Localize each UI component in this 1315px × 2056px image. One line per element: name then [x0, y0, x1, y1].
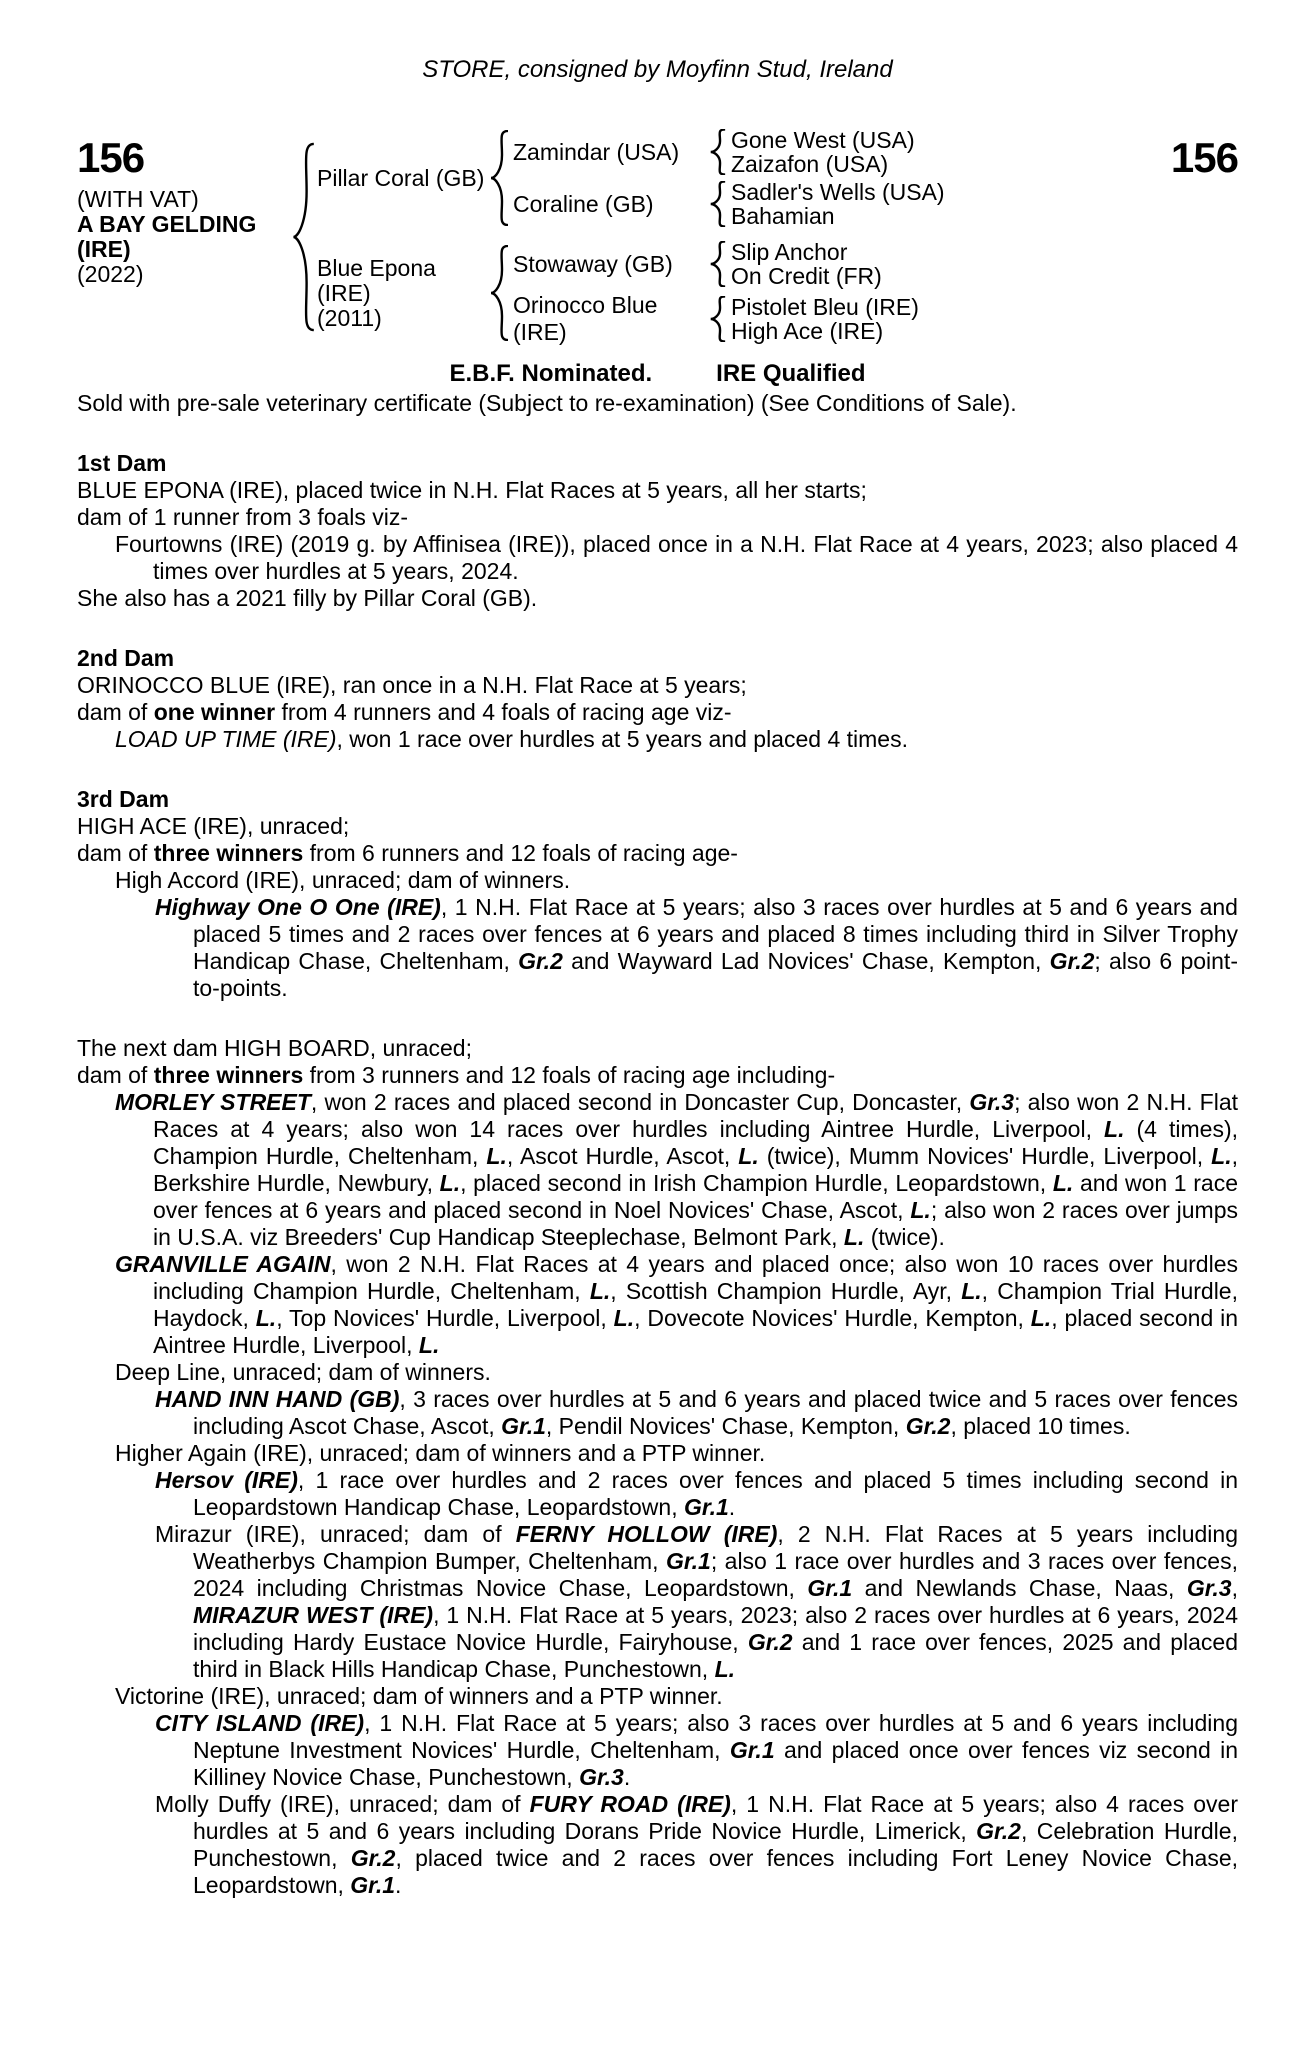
dam-sire-name: Stowaway (GB) — [513, 250, 673, 277]
dam-section — [77, 786, 1238, 1002]
catalogue-paragraph — [77, 813, 1238, 840]
text-run: L. — [843, 1224, 865, 1250]
text-run: L. — [486, 1143, 507, 1169]
text-run: Gr.2 — [518, 948, 563, 974]
text-run: Higher Again (IRE), unraced; dam of winners and a PTP winner. — [115, 1440, 766, 1466]
brace-icon — [709, 296, 726, 342]
dam-name — [317, 256, 489, 331]
text-run: ; also won 2 N.H. Flat Races at 4 years; also won 14 races over hurdles including Aintree Hurdle, Liverpool, — [153, 1089, 1239, 1142]
text-run: MORLEY STREET — [115, 1089, 311, 1115]
text-run: . — [728, 1494, 736, 1520]
catalogue-paragraph — [77, 1683, 1238, 1710]
catalogue-paragraph — [77, 726, 1238, 753]
sire-dam-name: Coraline (GB) — [513, 190, 654, 217]
catalogue-paragraph — [77, 585, 1238, 612]
text-run: Gr.1 — [350, 1872, 396, 1898]
text-run: , 1 race over hurdles and 2 races over fences and placed 5 times including second in Leopardstown Handicap Chase, Leopardstown, — [193, 1467, 1238, 1520]
dam-section — [77, 1035, 1238, 1899]
text-run: , won 1 race over hurdles at 5 years and placed 4 times. — [336, 726, 908, 752]
text-run: MIRAZUR WEST (IRE) — [193, 1602, 434, 1628]
sire-sire-name: Zamindar (USA) — [513, 138, 680, 165]
dam-year: (2011) — [317, 304, 382, 331]
catalogue-paragraph — [77, 1791, 1238, 1899]
pedigree-subject — [77, 187, 291, 287]
catalogue-paragraph — [77, 699, 1238, 726]
catalogue-paragraph — [77, 531, 1238, 585]
ancestor-name: Sadler's Wells (USA) — [731, 179, 945, 205]
text-run: L. — [1104, 1116, 1125, 1142]
catalogue-paragraph — [77, 1251, 1238, 1359]
text-run: (twice), Mumm Novices' Hurdle, Liverpool, — [758, 1143, 1212, 1169]
pedigree-tree — [77, 128, 1238, 346]
ancestor-name: Slip Anchor — [731, 239, 848, 265]
text-run: . — [395, 1872, 402, 1898]
text-run: and placed once over fences viz second in Killiney Novice Chase, Punchestown, — [193, 1737, 1238, 1790]
text-run: Gr.2 — [747, 1629, 793, 1655]
text-run: BLUE EPONA (IRE), placed twice in N.H. Flat Races at 5 years, all her starts; — [77, 477, 867, 503]
text-run: , Dovecote Novices' Hurdle, Kempton, — [634, 1305, 1031, 1331]
text-run: Mirazur (IRE), unraced; dam of — [155, 1521, 516, 1547]
text-run: , 1 N.H. Flat Race at 5 years; also 3 races over hurdles at 5 and 6 years and placed 5 times and 2 races over fences at 6 years and placed 8 times including third in Silver Trophy Handicap Chase, Cheltenham, — [193, 894, 1238, 974]
sire-branch — [317, 128, 1238, 228]
text-run: Molly Duffy (IRE), unraced; dam of — [155, 1791, 530, 1817]
text-run: She also has a 2021 filly by Pillar Coral (GB). — [77, 585, 538, 611]
lot-number-left: 156 — [77, 134, 145, 181]
text-run: ; also 6 point-to-points. — [193, 948, 1238, 1001]
text-run: Gr.2 — [1049, 948, 1095, 974]
text-run: , placed second in Aintree Hurdle, Liverpool, — [153, 1305, 1239, 1358]
subject-year: (2022) — [77, 261, 144, 287]
nomination-line — [77, 360, 1238, 388]
text-run: Gr.1 — [666, 1548, 711, 1574]
text-run: , placed second in Irish Champion Hurdle, Leopardstown, — [460, 1170, 1053, 1196]
text-run: Highway One O One (IRE) — [155, 894, 441, 920]
sire-name — [317, 166, 489, 191]
catalogue-paragraph — [77, 1440, 1238, 1467]
text-run: one winner — [153, 699, 276, 725]
text-run: (4 times), Champion Hurdle, Cheltenham, — [153, 1116, 1238, 1169]
catalogue-paragraph — [77, 1467, 1238, 1521]
catalogue-paragraph — [77, 1386, 1238, 1440]
text-run: , 1 N.H. Flat Race at 5 years; also 3 races over hurdles at 5 and 6 years including Neptune Investment Novices' Hurdle, Cheltenham, — [193, 1710, 1239, 1763]
section-header: 1st Dam — [77, 450, 167, 476]
text-run: , 2 N.H. Flat Races at 5 years including Weatherbys Champion Bumper, Cheltenham, — [193, 1521, 1238, 1574]
text-run: , 1 N.H. Flat Race at 5 years, 2023; also 2 races over hurdles at 6 years, 2024 including Hardy Eustace Novice Hurdle, Fairyhouse, — [193, 1602, 1239, 1655]
text-run: from 6 runners and 12 foals of racing age- — [303, 840, 738, 866]
text-run: , Scottish Champion Hurdle, Ayr, — [610, 1278, 962, 1304]
grandparents — [731, 240, 1238, 288]
text-run: Gr.2 — [350, 1845, 396, 1871]
text-run: dam of 1 runner from 3 foals viz- — [77, 504, 409, 530]
ancestor-name: Gone West (USA) — [731, 127, 915, 153]
text-run: LOAD UP TIME (IRE) — [115, 726, 337, 752]
sire-name-text: Pillar Coral (GB) — [317, 164, 485, 191]
text-run: HIGH ACE (IRE), unraced; — [77, 813, 350, 839]
brace-icon — [709, 129, 726, 175]
text-run: ORINOCCO BLUE (IRE), ran once in a N.H. Flat Race at 5 years; — [77, 672, 747, 698]
catalogue-paragraph — [77, 1062, 1238, 1089]
text-run: Deep Line, unraced; dam of winners. — [115, 1359, 491, 1385]
text-run: three winners — [153, 1062, 304, 1088]
catalogue-paragraph — [77, 840, 1238, 867]
text-run: , placed twice and 2 races over fences including Fort Leney Novice Chase, Leopardstown, — [193, 1845, 1239, 1898]
text-run: , Champion Trial Hurdle, Haydock, — [153, 1278, 1238, 1331]
text-run: (twice). — [864, 1224, 945, 1250]
brace-icon — [489, 245, 509, 341]
text-run: , 3 races over hurdles at 5 and 6 years and placed twice and 5 races over fences including Ascot Chase, Ascot, — [193, 1386, 1238, 1439]
pedigree-sections — [77, 450, 1238, 1899]
text-run: Gr.3 — [579, 1764, 624, 1790]
sire-parents — [513, 128, 1238, 228]
catalogue-paragraph — [77, 867, 1238, 894]
text-run: FURY ROAD (IRE) — [529, 1791, 731, 1817]
grandparents — [731, 295, 1238, 343]
dam-parents — [513, 240, 1238, 346]
text-run: , Ascot Hurdle, Ascot, — [506, 1143, 739, 1169]
catalogue-paragraph — [77, 1035, 1238, 1062]
pedigree-generations — [317, 128, 1238, 346]
text-run: , Celebration Hurdle, Punchestown, — [193, 1818, 1238, 1871]
text-run: Hersov (IRE) — [155, 1467, 298, 1493]
text-run: L. — [910, 1197, 931, 1223]
text-run: High Accord (IRE), unraced; dam of winners. — [115, 867, 571, 893]
text-run: Gr.2 — [905, 1413, 951, 1439]
text-run: . — [623, 1764, 631, 1790]
catalogue-paragraph — [77, 1089, 1238, 1251]
text-run: , Pendil Novices' Chase, Kempton, — [545, 1413, 906, 1439]
text-run: HAND INN HAND (GB) — [155, 1386, 400, 1412]
text-run: and Newlands Chase, Naas, — [852, 1575, 1187, 1601]
text-run: Gr.1 — [684, 1494, 729, 1520]
ebf-nominated-label: E.B.F. Nominated. — [449, 360, 653, 387]
text-run: , won 2 N.H. Flat Races at 4 years and placed once; also won 10 races over hurdles including Champion Hurdle, Cheltenham, — [153, 1251, 1238, 1304]
text-run: Gr.1 — [807, 1575, 853, 1601]
ancestor-name: On Credit (FR) — [731, 263, 882, 289]
catalogue-paragraph — [77, 504, 1238, 531]
text-run: three winners — [153, 840, 304, 866]
catalogue-paragraph — [77, 477, 1238, 504]
text-run: Gr.1 — [729, 1737, 775, 1763]
subject-suffix: (IRE) — [77, 236, 131, 262]
brace-icon — [291, 142, 315, 332]
text-run: dam of — [77, 699, 154, 725]
pedigree-pair — [513, 128, 1238, 176]
lot-number-right: 156 — [1170, 134, 1238, 181]
text-run: dam of — [77, 840, 154, 866]
dam-section — [77, 645, 1238, 753]
text-run: L. — [738, 1143, 759, 1169]
dam-branch — [317, 240, 1238, 346]
pedigree-pair — [513, 180, 1238, 228]
dam-section — [77, 450, 1238, 612]
text-run: , Berkshire Hurdle, Newbury, — [153, 1143, 1238, 1196]
subject-name: A BAY GELDING — [77, 211, 257, 237]
grandparents — [731, 180, 1238, 228]
consignor-note: STORE, consigned by Moyfinn Stud, Ireland — [422, 56, 893, 83]
text-run: dam of — [77, 1062, 154, 1088]
text-run: Victorine (IRE), unraced; dam of winners and a PTP winner. — [115, 1683, 723, 1709]
dam-name-text: Blue Epona (IRE) — [317, 254, 436, 306]
text-run: Gr.3 — [1186, 1575, 1232, 1601]
text-run: from 4 runners and 4 foals of racing age viz- — [275, 699, 732, 725]
text-run: , Top Novices' Hurdle, Liverpool, — [276, 1305, 614, 1331]
text-run: The next dam HIGH BOARD, unraced; — [77, 1035, 472, 1061]
text-run: and Wayward Lad Novices' Chase, Kempton, — [562, 948, 1050, 974]
text-run: , won 2 races and placed second in Doncaster Cup, Doncaster, — [310, 1089, 970, 1115]
grandparents — [731, 128, 1238, 176]
text-run: L. — [589, 1278, 611, 1304]
text-run: and 1 race over fences, 2025 and placed third in Black Hills Handicap Chase, Punchestown, — [193, 1629, 1238, 1682]
text-run: Fourtowns (IRE) (2019 g. by Affinisea (IRE)), placed once in a N.H. Flat Race at 4 years, 2023; also placed 4 times over hurdles at 5 years, 2024. — [115, 531, 1238, 584]
catalogue-paragraph — [77, 1521, 1238, 1683]
text-run: L. — [255, 1305, 277, 1331]
text-run: ; also won 2 races over jumps in U.S.A. viz Breeders' Cup Handicap Steeplechase, Belmont Park, — [153, 1197, 1238, 1250]
pedigree-pair — [513, 240, 1238, 288]
text-run: and won 1 race over fences at 6 years and placed second in Noel Novices' Chase, Ascot, — [153, 1170, 1238, 1223]
text-run: L. — [418, 1332, 440, 1358]
section-header: 2nd Dam — [77, 645, 175, 671]
vat-note: (WITH VAT) — [77, 186, 199, 212]
ancestor-name: Zaizafon (USA) — [731, 151, 889, 177]
text-run: L. — [613, 1305, 635, 1331]
catalogue-paragraph — [77, 894, 1238, 1002]
text-run: Gr.2 — [976, 1818, 1021, 1844]
ancestor-name: High Ace (IRE) — [731, 318, 884, 344]
brace-icon — [709, 241, 726, 287]
text-run: CITY ISLAND (IRE) — [155, 1710, 365, 1736]
text-run: L. — [961, 1278, 982, 1304]
text-run: Gr.3 — [969, 1089, 1015, 1115]
text-run: , — [1231, 1575, 1238, 1601]
text-run: from 3 runners and 12 foals of racing age including- — [303, 1062, 836, 1088]
text-run: FERNY HOLLOW (IRE) — [515, 1521, 778, 1547]
pedigree-pair — [513, 292, 1238, 346]
text-run: Gr.1 — [501, 1413, 546, 1439]
text-run: L. — [1052, 1170, 1074, 1196]
catalogue-paragraph — [77, 1359, 1238, 1386]
ancestor-name: Pistolet Bleu (IRE) — [731, 294, 919, 320]
text-run: , placed 10 times. — [950, 1413, 1131, 1439]
ancestor-name: Bahamian — [731, 203, 835, 229]
brace-icon — [709, 181, 726, 227]
catalogue-paragraph — [77, 1710, 1238, 1791]
dam-dam-name: Orinocco Blue (IRE) — [513, 292, 658, 345]
ire-qualified-label: IRE Qualified — [716, 360, 866, 387]
text-run: L. — [1030, 1305, 1052, 1331]
text-run: ; also 1 race over hurdles and 3 races over fences, 2024 including Christmas Novice Chase, Leopardstown, — [193, 1548, 1238, 1601]
vet-certificate-note: Sold with pre-sale veterinary certificate (Subject to re-examination) (See Conditions of Sale). — [77, 390, 1017, 416]
text-run: L. — [714, 1656, 736, 1682]
text-run: L. — [439, 1170, 461, 1196]
text-run: , 1 N.H. Flat Race at 5 years; also 4 races over hurdles at 5 and 6 years including Dorans Pride Novice Hurdle, Limerick, — [193, 1791, 1238, 1844]
catalogue-page — [0, 56, 1315, 2056]
section-header: 3rd Dam — [77, 786, 170, 812]
catalogue-paragraph — [77, 672, 1238, 699]
text-run: L. — [1211, 1143, 1232, 1169]
text-run: GRANVILLE AGAIN — [115, 1251, 331, 1277]
brace-icon — [489, 130, 509, 226]
